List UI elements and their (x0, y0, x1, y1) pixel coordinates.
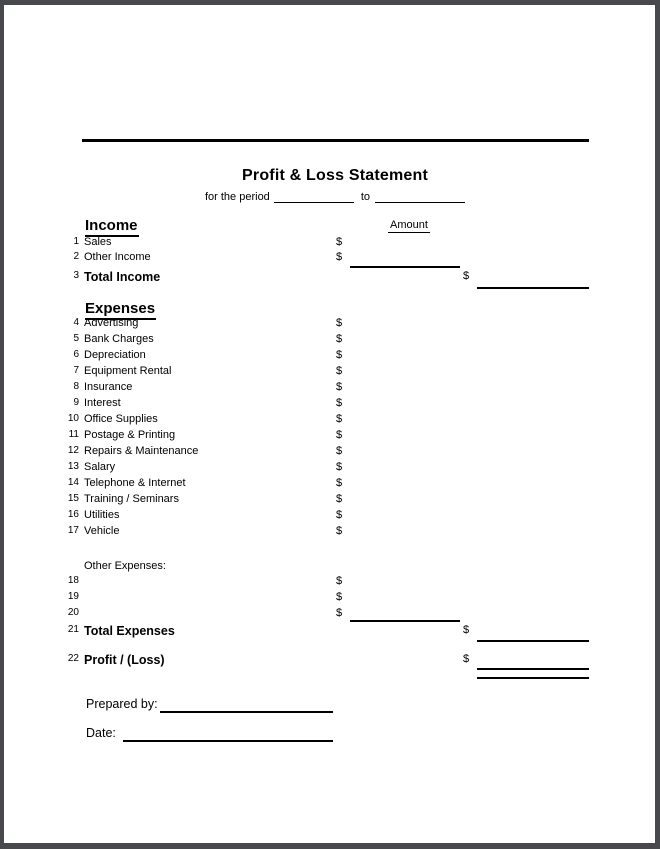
row-label: Repairs & Maintenance (84, 445, 199, 457)
row-label: Equipment Rental (84, 365, 172, 377)
row-number: 22 (67, 653, 79, 664)
row-label: Total Income (84, 270, 161, 284)
row-label: Office Supplies (84, 413, 158, 425)
currency-symbol: $ (336, 607, 343, 619)
row-number: 8 (73, 381, 79, 392)
row-number: 2 (73, 251, 79, 262)
statement-row (0, 333, 660, 349)
statement-row (0, 624, 660, 640)
row-label: Profit / (Loss) (84, 653, 165, 667)
currency-symbol: $ (463, 653, 470, 665)
currency-symbol: $ (336, 509, 343, 521)
statement-row (0, 317, 660, 333)
total-income-amount-line[interactable] (477, 287, 589, 289)
currency-symbol: $ (463, 270, 470, 282)
period-separator-label: to (360, 191, 370, 203)
statement-row (0, 591, 660, 607)
row-label: Utilities (84, 509, 120, 521)
row-label: Salary (84, 461, 116, 473)
row-number: 12 (67, 445, 79, 456)
row-label: Other Income (84, 251, 151, 263)
row-number: 18 (67, 575, 79, 586)
row-number: 9 (73, 397, 79, 408)
row-number: 5 (73, 333, 79, 344)
row-number: 16 (67, 509, 79, 520)
amount-column-header: Amount (390, 219, 428, 231)
currency-symbol: $ (336, 429, 343, 441)
row-number: 3 (73, 270, 79, 281)
row-number: 7 (73, 365, 79, 376)
row-label: Advertising (84, 317, 139, 329)
currency-symbol: $ (336, 251, 343, 263)
statement-row (0, 397, 660, 413)
row-label: Postage & Printing (84, 429, 176, 441)
currency-symbol: $ (336, 317, 343, 329)
statement-row (0, 477, 660, 493)
period-end-field[interactable] (375, 201, 465, 203)
statement-row (0, 365, 660, 381)
statement-row (0, 509, 660, 525)
currency-symbol: $ (336, 413, 343, 425)
row-label: Insurance (84, 381, 133, 393)
statement-row (0, 381, 660, 397)
row-number: 6 (73, 349, 79, 360)
currency-symbol: $ (336, 349, 343, 361)
currency-symbol: $ (336, 591, 343, 603)
currency-symbol: $ (336, 525, 343, 537)
currency-symbol: $ (336, 365, 343, 377)
statement-row (0, 525, 660, 541)
period-line (75, 191, 595, 203)
row-number: 21 (67, 624, 79, 635)
row-label: Interest (84, 397, 121, 409)
row-label: Total Expenses (84, 624, 175, 638)
row-number: 15 (67, 493, 79, 504)
income-section-heading: Income (85, 217, 139, 237)
currency-symbol: $ (336, 397, 343, 409)
statement-row (0, 413, 660, 429)
row-label: Depreciation (84, 349, 146, 361)
statement-row (0, 445, 660, 461)
currency-symbol: $ (336, 575, 343, 587)
period-start-field[interactable] (274, 201, 354, 203)
row-number: 4 (73, 317, 79, 328)
date-field[interactable] (123, 740, 333, 742)
expenses-section-heading: Expenses (85, 300, 156, 320)
statement-row (0, 429, 660, 445)
header-rule (82, 139, 589, 142)
other-expenses-label: Other Expenses: (84, 560, 166, 572)
page-title: Profit & Loss Statement (242, 167, 428, 184)
currency-symbol: $ (336, 381, 343, 393)
row-number: 17 (67, 525, 79, 536)
period-prefix-label: for the period (204, 191, 270, 203)
row-number: 14 (67, 477, 79, 488)
row-label: Vehicle (84, 525, 120, 537)
row-number: 1 (73, 236, 79, 247)
statement-row (0, 607, 660, 623)
row-number: 10 (67, 413, 79, 424)
profit-loss-amount-line[interactable] (477, 668, 589, 679)
row-label: Sales (84, 236, 112, 248)
date-label: Date: (86, 726, 116, 740)
prepared-by-label: Prepared by: (86, 697, 158, 711)
statement-row (0, 251, 660, 267)
row-number: 13 (67, 461, 79, 472)
prepared-by-field[interactable] (160, 711, 333, 713)
statement-row (0, 270, 660, 286)
row-number: 11 (68, 429, 79, 440)
currency-symbol: $ (463, 624, 470, 636)
currency-symbol: $ (336, 461, 343, 473)
statement-row (0, 349, 660, 365)
statement-row (0, 493, 660, 509)
statement-row (0, 653, 660, 669)
currency-symbol: $ (336, 445, 343, 457)
row-label: Training / Seminars (84, 493, 179, 505)
currency-symbol: $ (336, 333, 343, 345)
currency-symbol: $ (336, 477, 343, 489)
currency-symbol: $ (336, 493, 343, 505)
row-number: 20 (67, 607, 79, 618)
row-label: Bank Charges (84, 333, 154, 345)
currency-symbol: $ (336, 236, 343, 248)
row-label: Telephone & Internet (84, 477, 186, 489)
statement-row (0, 461, 660, 477)
row-number: 19 (67, 591, 79, 602)
total-expenses-amount-line[interactable] (477, 640, 589, 642)
statement-row (0, 236, 660, 252)
statement-row (0, 575, 660, 591)
